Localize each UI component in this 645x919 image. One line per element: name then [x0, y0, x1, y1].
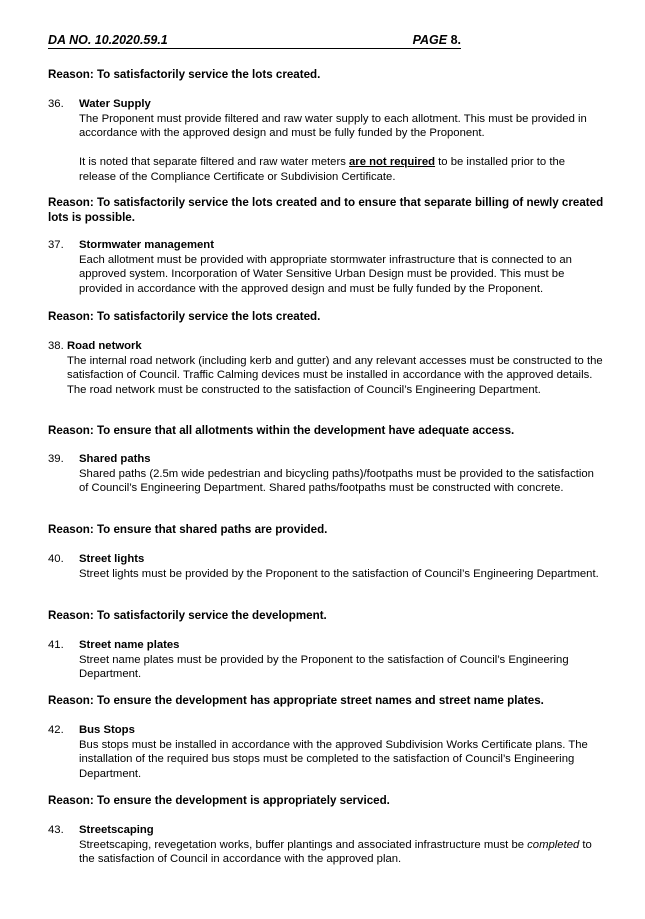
- condition-number: 36.: [48, 98, 64, 110]
- page-number: 8.: [450, 33, 461, 47]
- text-run: to be installed prior to the release of the Compliance Certificate or Subdivision Certificate.: [79, 156, 566, 183]
- condition-paragraph: Street lights must be provided by the Proponent to the satisfaction of Council’s Engineering Department.: [79, 567, 599, 580]
- text-run: It is noted that separate filtered and raw water meters: [79, 156, 350, 169]
- condition-paragraph: The internal road network (including kerb and gutter) and any relevant accesses must be constructed to the satisfaction of Council. Traffic Calming devices must be installed in accordance with the approved details. The road network must be constructed to the satisfaction of Council’s Engineering Department.: [67, 354, 603, 396]
- text-run: Streetscaping, revegetation works, buffer plantings and associated infrastructure must be: [79, 838, 528, 851]
- text-run: to the satisfaction of Council in accordance with the approved plan.: [79, 838, 592, 866]
- condition-body: [79, 567, 599, 582]
- page-header: [48, 33, 461, 49]
- condition-title: Street lights: [79, 553, 145, 565]
- condition-body: [67, 354, 603, 398]
- condition-body: [79, 467, 599, 496]
- condition-title: Road network: [67, 340, 142, 352]
- condition-paragraph: [79, 838, 599, 867]
- reason-40: Reason: To satisfactorily service the development.: [48, 609, 327, 622]
- condition-number: 38.: [48, 340, 64, 352]
- page-indicator: [413, 33, 461, 48]
- reason-37: Reason: To satisfactorily service the lots created.: [48, 310, 321, 323]
- reason-38: Reason: To ensure that all allotments within the development have adequate access.: [48, 424, 515, 437]
- condition-body: [79, 738, 599, 782]
- condition-title: Water Supply: [79, 98, 151, 110]
- condition-number: 43.: [48, 824, 64, 836]
- condition-number: 42.: [48, 724, 64, 736]
- reason-41: Reason: To ensure the development has appropriate street names and street name plates.: [48, 694, 544, 707]
- reason-36: Reason: To satisfactorily service the lots created and to ensure that separate billing of newly created lots is possible.: [48, 196, 604, 224]
- condition-title: Shared paths: [79, 453, 151, 465]
- emphasis-text: completed: [527, 838, 580, 851]
- reason-top: Reason: To satisfactorily service the lots created.: [48, 68, 321, 81]
- condition-paragraph: Each allotment must be provided with appropriate stormwater infrastructure that is connected to an approved system. Incorporation of Water Sensitive Urban Design must be provided. This must be provided in accordance with the approved design and must be fully funded by the Proponent.: [79, 253, 572, 295]
- condition-title: Bus Stops: [79, 724, 135, 736]
- condition-body: [79, 253, 599, 297]
- condition-number: 40.: [48, 553, 64, 565]
- condition-number: 37.: [48, 239, 64, 251]
- condition-paragraph: The Proponent must provide filtered and raw water supply to each allotment. This must be provided in accordance with the approved design and must be fully funded by the Proponent.: [79, 112, 587, 140]
- condition-paragraph: Shared paths (2.5m wide pedestrian and bicycling paths)/footpaths must be provided to the satisfaction of Council’s Engineering Department. Shared paths/footpaths must be constructed with concrete.: [79, 467, 594, 495]
- condition-number: 39.: [48, 453, 64, 465]
- condition-paragraph: Bus stops must be installed in accordance with the approved Subdivision Works Certificate plans. The installation of the required bus stops must be completed to the satisfaction of Council’s Engineering Department.: [79, 738, 588, 780]
- emphasis-text: are not required: [349, 156, 436, 169]
- condition-body: [79, 838, 599, 867]
- reason-42: Reason: To ensure the development is appropriately serviced.: [48, 794, 390, 807]
- condition-body: [79, 112, 599, 185]
- condition-number: 41.: [48, 639, 64, 651]
- condition-title: Stormwater management: [79, 239, 214, 251]
- condition-paragraph: Street name plates must be provided by the Proponent to the satisfaction of Council’s Engineering Department.: [79, 653, 569, 681]
- reason-39: Reason: To ensure that shared paths are provided.: [48, 523, 328, 536]
- condition-body: [79, 653, 599, 682]
- condition-title: Street name plates: [79, 639, 180, 651]
- condition-paragraph: [79, 155, 599, 184]
- da-number: DA NO. 10.2020.59.1: [48, 33, 168, 47]
- condition-title: Streetscaping: [79, 824, 154, 836]
- page-label: PAGE: [412, 33, 448, 47]
